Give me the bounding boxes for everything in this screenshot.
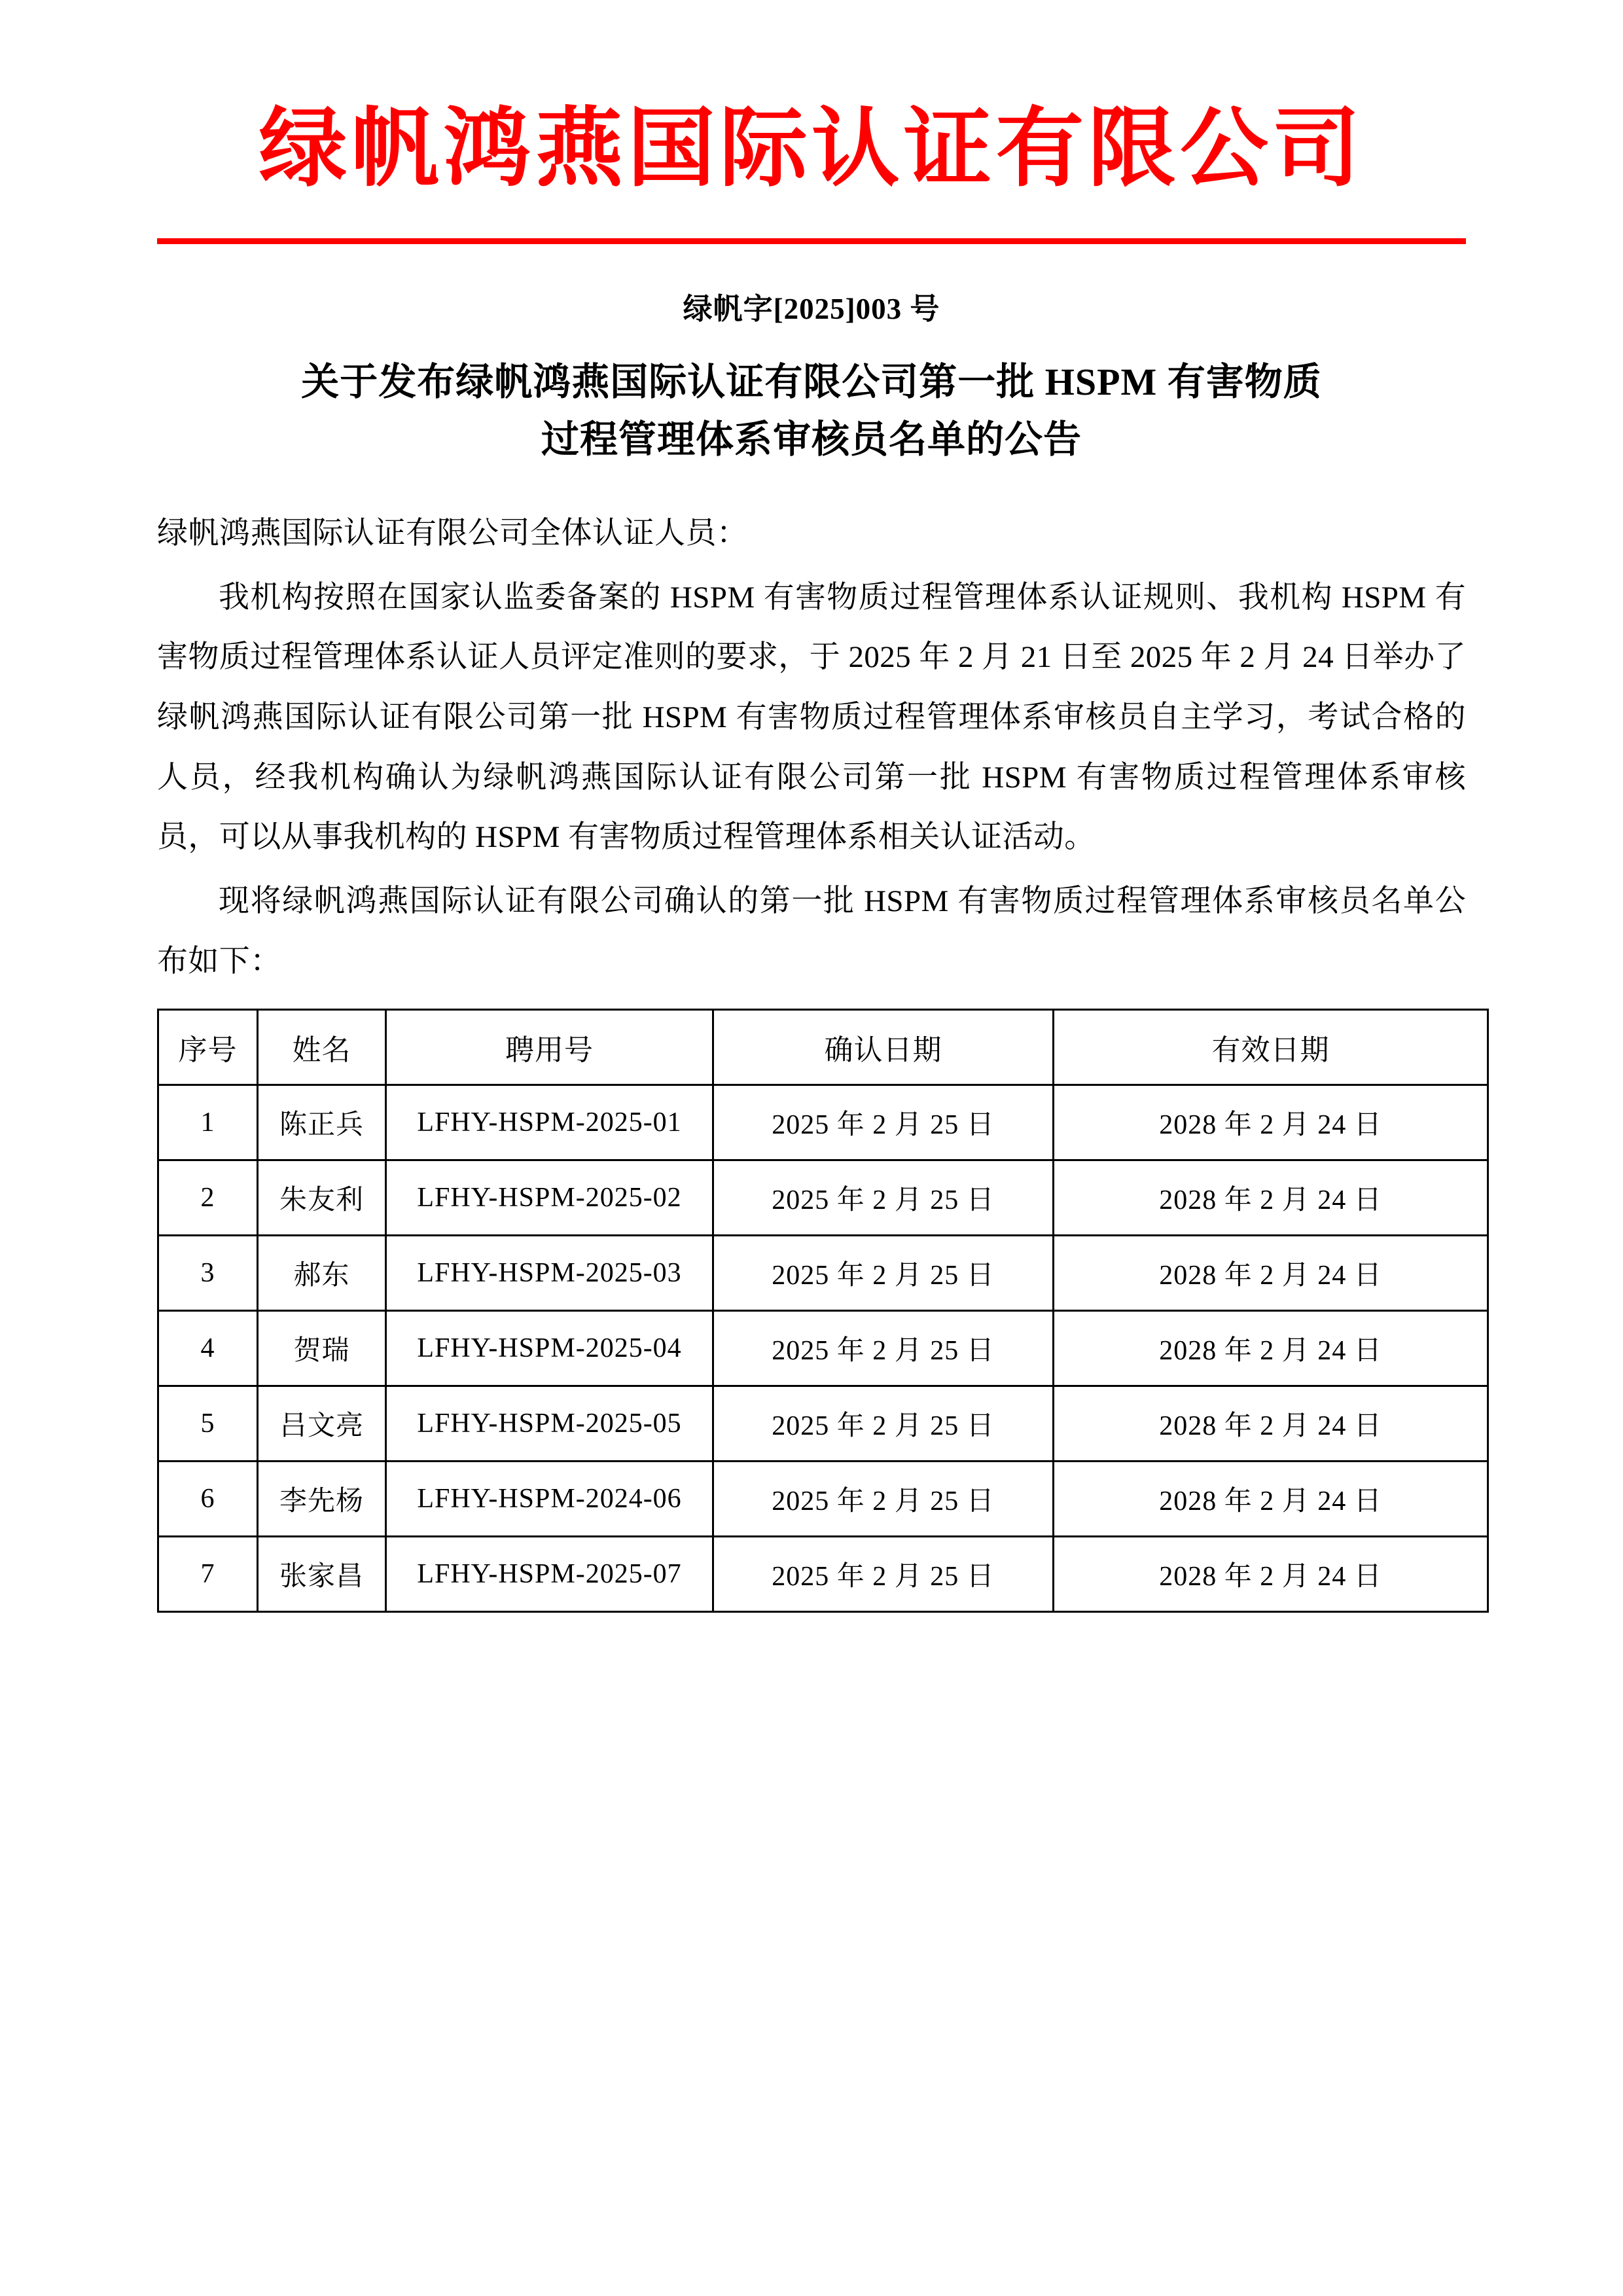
cell-confirm-date: 2025 年 2 月 25 日	[713, 1386, 1054, 1462]
body-paragraph-1: 我机构按照在国家认监委备案的 HSPM 有害物质过程管理体系认证规则、我机构 HSPM 有害物质过程管理体系认证人员评定准则的要求，于 2025 年 2 月 21 日至 2025 年 2 月 24 日举办了绿帆鸿燕国际认证有限公司第一批 HSPM 有害物质过程管理体系审核员自主学习，考试合格的人员，经我机构确认为绿帆鸿燕国际认证有限公司第一批 HSPM 有害物质过程管理体系审核员，可以从事我机构的 HSPM 有害物质过程管理体系相关认证活动。	[157, 580, 1466, 855]
column-header-employment-no: 聘用号	[386, 1010, 713, 1085]
cell-valid-date: 2028 年 2 月 24 日	[1054, 1236, 1488, 1311]
cell-employment-no: LFHY-HSPM-2025-04	[386, 1311, 713, 1386]
column-header-valid-date: 有效日期	[1054, 1010, 1488, 1085]
table-row	[158, 1311, 1488, 1386]
cell-valid-date: 2028 年 2 月 24 日	[1054, 1085, 1488, 1160]
cell-name: 李先杨	[258, 1462, 386, 1537]
cell-valid-date: 2028 年 2 月 24 日	[1054, 1311, 1488, 1386]
table-row	[158, 1085, 1488, 1160]
cell-confirm-date: 2025 年 2 月 25 日	[713, 1311, 1054, 1386]
cell-confirm-date: 2025 年 2 月 25 日	[713, 1537, 1054, 1612]
cell-index: 5	[158, 1386, 258, 1462]
cell-valid-date: 2028 年 2 月 24 日	[1054, 1160, 1488, 1236]
cell-valid-date: 2028 年 2 月 24 日	[1054, 1462, 1488, 1537]
cell-index: 7	[158, 1537, 258, 1612]
table-row	[158, 1236, 1488, 1311]
cell-index: 6	[158, 1462, 258, 1537]
table-row	[158, 1537, 1488, 1612]
cell-index: 3	[158, 1236, 258, 1311]
cell-employment-no: LFHY-HSPM-2025-02	[386, 1160, 713, 1236]
cell-valid-date: 2028 年 2 月 24 日	[1054, 1537, 1488, 1612]
table-header-row	[158, 1010, 1488, 1085]
cell-index: 2	[158, 1160, 258, 1236]
cell-name: 张家昌	[258, 1537, 386, 1612]
cell-confirm-date: 2025 年 2 月 25 日	[713, 1085, 1054, 1160]
column-header-confirm-date: 确认日期	[713, 1010, 1054, 1085]
cell-valid-date: 2028 年 2 月 24 日	[1054, 1386, 1488, 1462]
organization-name: 绿帆鸿燕国际认证有限公司	[259, 101, 1364, 197]
table-row	[158, 1462, 1488, 1537]
letterhead	[157, 0, 1466, 244]
body-paragraph-2: 现将绿帆鸿燕国际认证有限公司确认的第一批 HSPM 有害物质过程管理体系审核员名单公布如下：	[157, 884, 1466, 978]
table-row	[158, 1386, 1488, 1462]
cell-confirm-date: 2025 年 2 月 25 日	[713, 1160, 1054, 1236]
column-header-index: 序号	[158, 1010, 258, 1085]
document-title-line-2: 过程管理体系审核员名单的公告	[541, 418, 1082, 461]
cell-employment-no: LFHY-HSPM-2025-03	[386, 1236, 713, 1311]
cell-confirm-date: 2025 年 2 月 25 日	[713, 1236, 1054, 1311]
document-title	[157, 353, 1466, 469]
document-number: 绿帆字[2025]003 号	[683, 292, 940, 325]
column-header-name: 姓名	[258, 1010, 386, 1085]
document-title-line-1: 关于发布绿帆鸿燕国际认证有限公司第一批 HSPM 有害物质	[301, 360, 1322, 403]
cell-employment-no: LFHY-HSPM-2025-07	[386, 1537, 713, 1612]
cell-name: 朱友利	[258, 1160, 386, 1236]
cell-employment-no: LFHY-HSPM-2025-01	[386, 1085, 713, 1160]
cell-name: 陈正兵	[258, 1085, 386, 1160]
cell-name: 吕文亮	[258, 1386, 386, 1462]
cell-employment-no: LFHY-HSPM-2025-05	[386, 1386, 713, 1462]
letterhead-divider	[157, 238, 1466, 244]
cell-name: 贺瑞	[258, 1311, 386, 1386]
cell-index: 4	[158, 1311, 258, 1386]
salutation: 绿帆鸿燕国际认证有限公司全体认证人员：	[157, 516, 748, 551]
cell-index: 1	[158, 1085, 258, 1160]
table-row	[158, 1160, 1488, 1236]
auditor-roster-table	[157, 1009, 1489, 1613]
cell-name: 郝东	[258, 1236, 386, 1311]
roster-table-container	[157, 1009, 1466, 1613]
cell-employment-no: LFHY-HSPM-2024-06	[386, 1462, 713, 1537]
cell-confirm-date: 2025 年 2 月 25 日	[713, 1462, 1054, 1537]
roster-table-body	[158, 1085, 1488, 1612]
